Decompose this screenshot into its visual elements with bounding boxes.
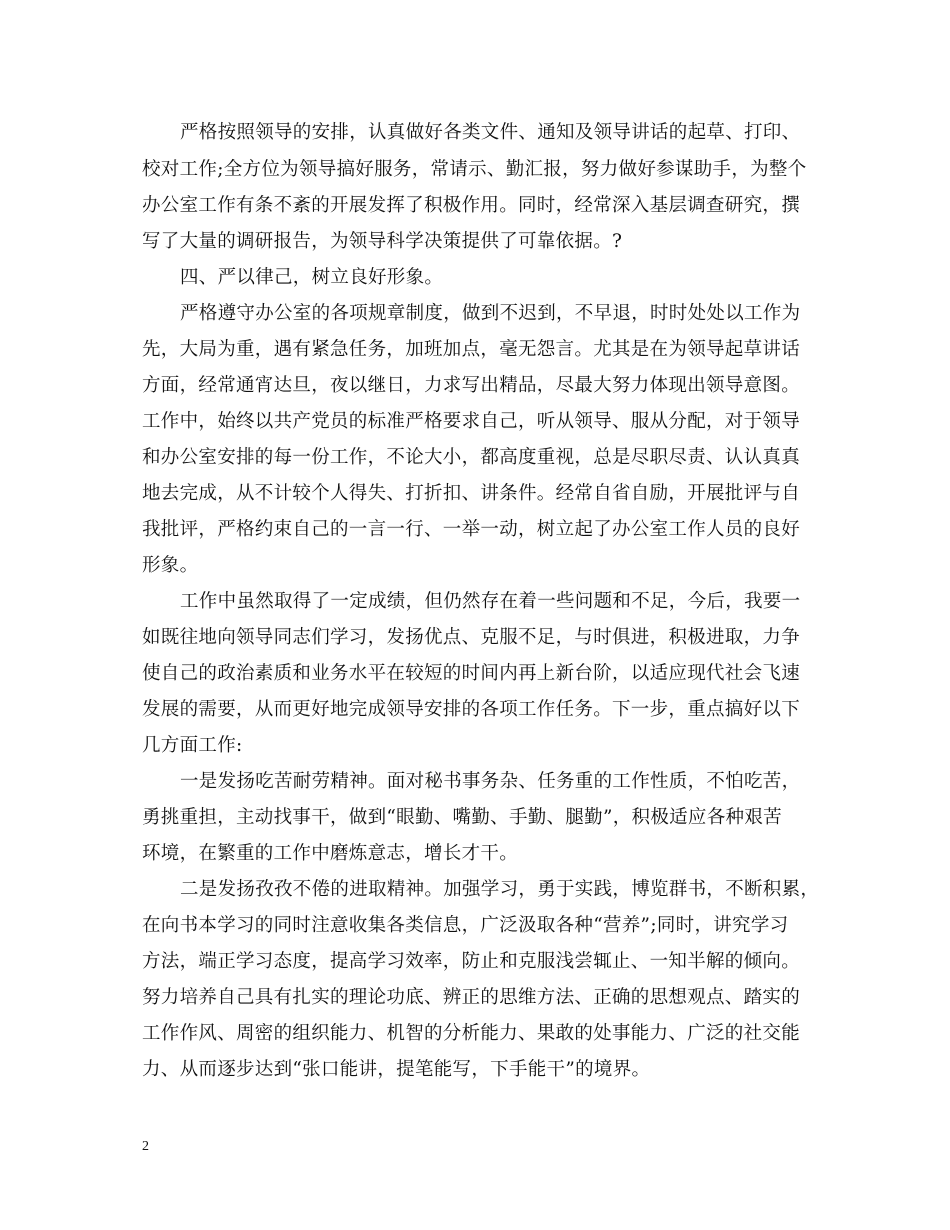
text-line: 写了大量的调研报告，为领导科学决策提供了可靠依据。? (142, 231, 623, 252)
text-line: 地去完成，从不计较个人得失、打折扣、讲条件。经常自省自励，开展批评与自 (142, 483, 801, 504)
text-line: 力、从而逐步达到“张口能讲，提笔能写，下手能干”的境界。 (142, 1059, 651, 1080)
text-line: 环境，在繁重的工作中磨炼意志，增长才干。 (142, 843, 519, 864)
section-heading: 四、严以律己，树立良好形象。 (180, 267, 444, 288)
text-line: 一是发扬吃苦耐劳精神。面对秘书事务杂、任务重的工作性质，不怕吃苦， (180, 771, 801, 792)
text-line: 严格遵守办公室的各项规章制度，做到不迟到，不早退，时时处处以工作为 (180, 303, 801, 324)
text-line: 形象。 (142, 555, 199, 576)
text-line: 在向书本学习的同时注意收集各类信息，广泛汲取各种“营养”;同时，讲究学习 (142, 915, 789, 936)
text-line: 使自己的政治素质和业务水平在较短的时间内再上新台阶，以适应现代社会飞速 (142, 663, 801, 684)
text-line: 工作作风、周密的组织能力、机智的分析能力、果敢的处事能力、广泛的社交能 (142, 1023, 801, 1044)
text-line: 如既往地向领导同志们学习，发扬优点、克服不足，与时俱进，积极进取，力争 (142, 627, 801, 648)
text-line: 严格按照领导的安排，认真做好各类文件、通知及领导讲话的起草、打印、 (180, 122, 801, 143)
text-line: 工作中，始终以共产党员的标准严格要求自己，听从领导、服从分配，对于领导 (142, 411, 801, 432)
text-line: 发展的需要，从而更好地完成领导安排的各项工作任务。下一步，重点搞好以下 (142, 699, 801, 720)
page-number: 2 (142, 1139, 149, 1154)
text-line: 勇挑重担，主动找事干，做到“眼勤、嘴勤、手勤、腿勤”，积极适应各种艰苦 (142, 807, 782, 828)
text-line: 努力培养自己具有扎实的理论功底、辨正的思维方法、正确的思想观点、踏实的 (142, 987, 801, 1008)
text-line: 先，大局为重，遇有紧急任务，加班加点，毫无怨言。尤其是在为领导起草讲话 (142, 339, 801, 360)
text-line: 和办公室安排的每一份工作，不论大小，都高度重视，总是尽职尽责、认认真真 (142, 447, 801, 468)
text-line: 二是发扬孜孜不倦的进取精神。加强学习，勇于实践，博览群书，不断积累， (180, 879, 820, 900)
text-line: 工作中虽然取得了一定成绩，但仍然存在着一些问题和不足，今后，我要一 (180, 591, 801, 612)
text-line: 几方面工作: (142, 735, 243, 756)
text-line: 方法，端正学习态度，提高学习效率，防止和克服浅尝辄止、一知半解的倾向。 (142, 951, 801, 972)
text-line: 校对工作;全方位为领导搞好服务，常请示、勤汇报，努力做好参谋助手，为整个 (142, 159, 807, 180)
text-line: 我批评，严格约束自己的一言一行、一举一动，树立起了办公室工作人员的良好 (142, 519, 801, 540)
text-line: 方面，经常通宵达旦，夜以继日，力求写出精品，尽最大努力体现出领导意图。 (142, 375, 801, 396)
text-line: 办公室工作有条不紊的开展发挥了积极作用。同时，经常深入基层调查研究，撰 (142, 195, 801, 216)
